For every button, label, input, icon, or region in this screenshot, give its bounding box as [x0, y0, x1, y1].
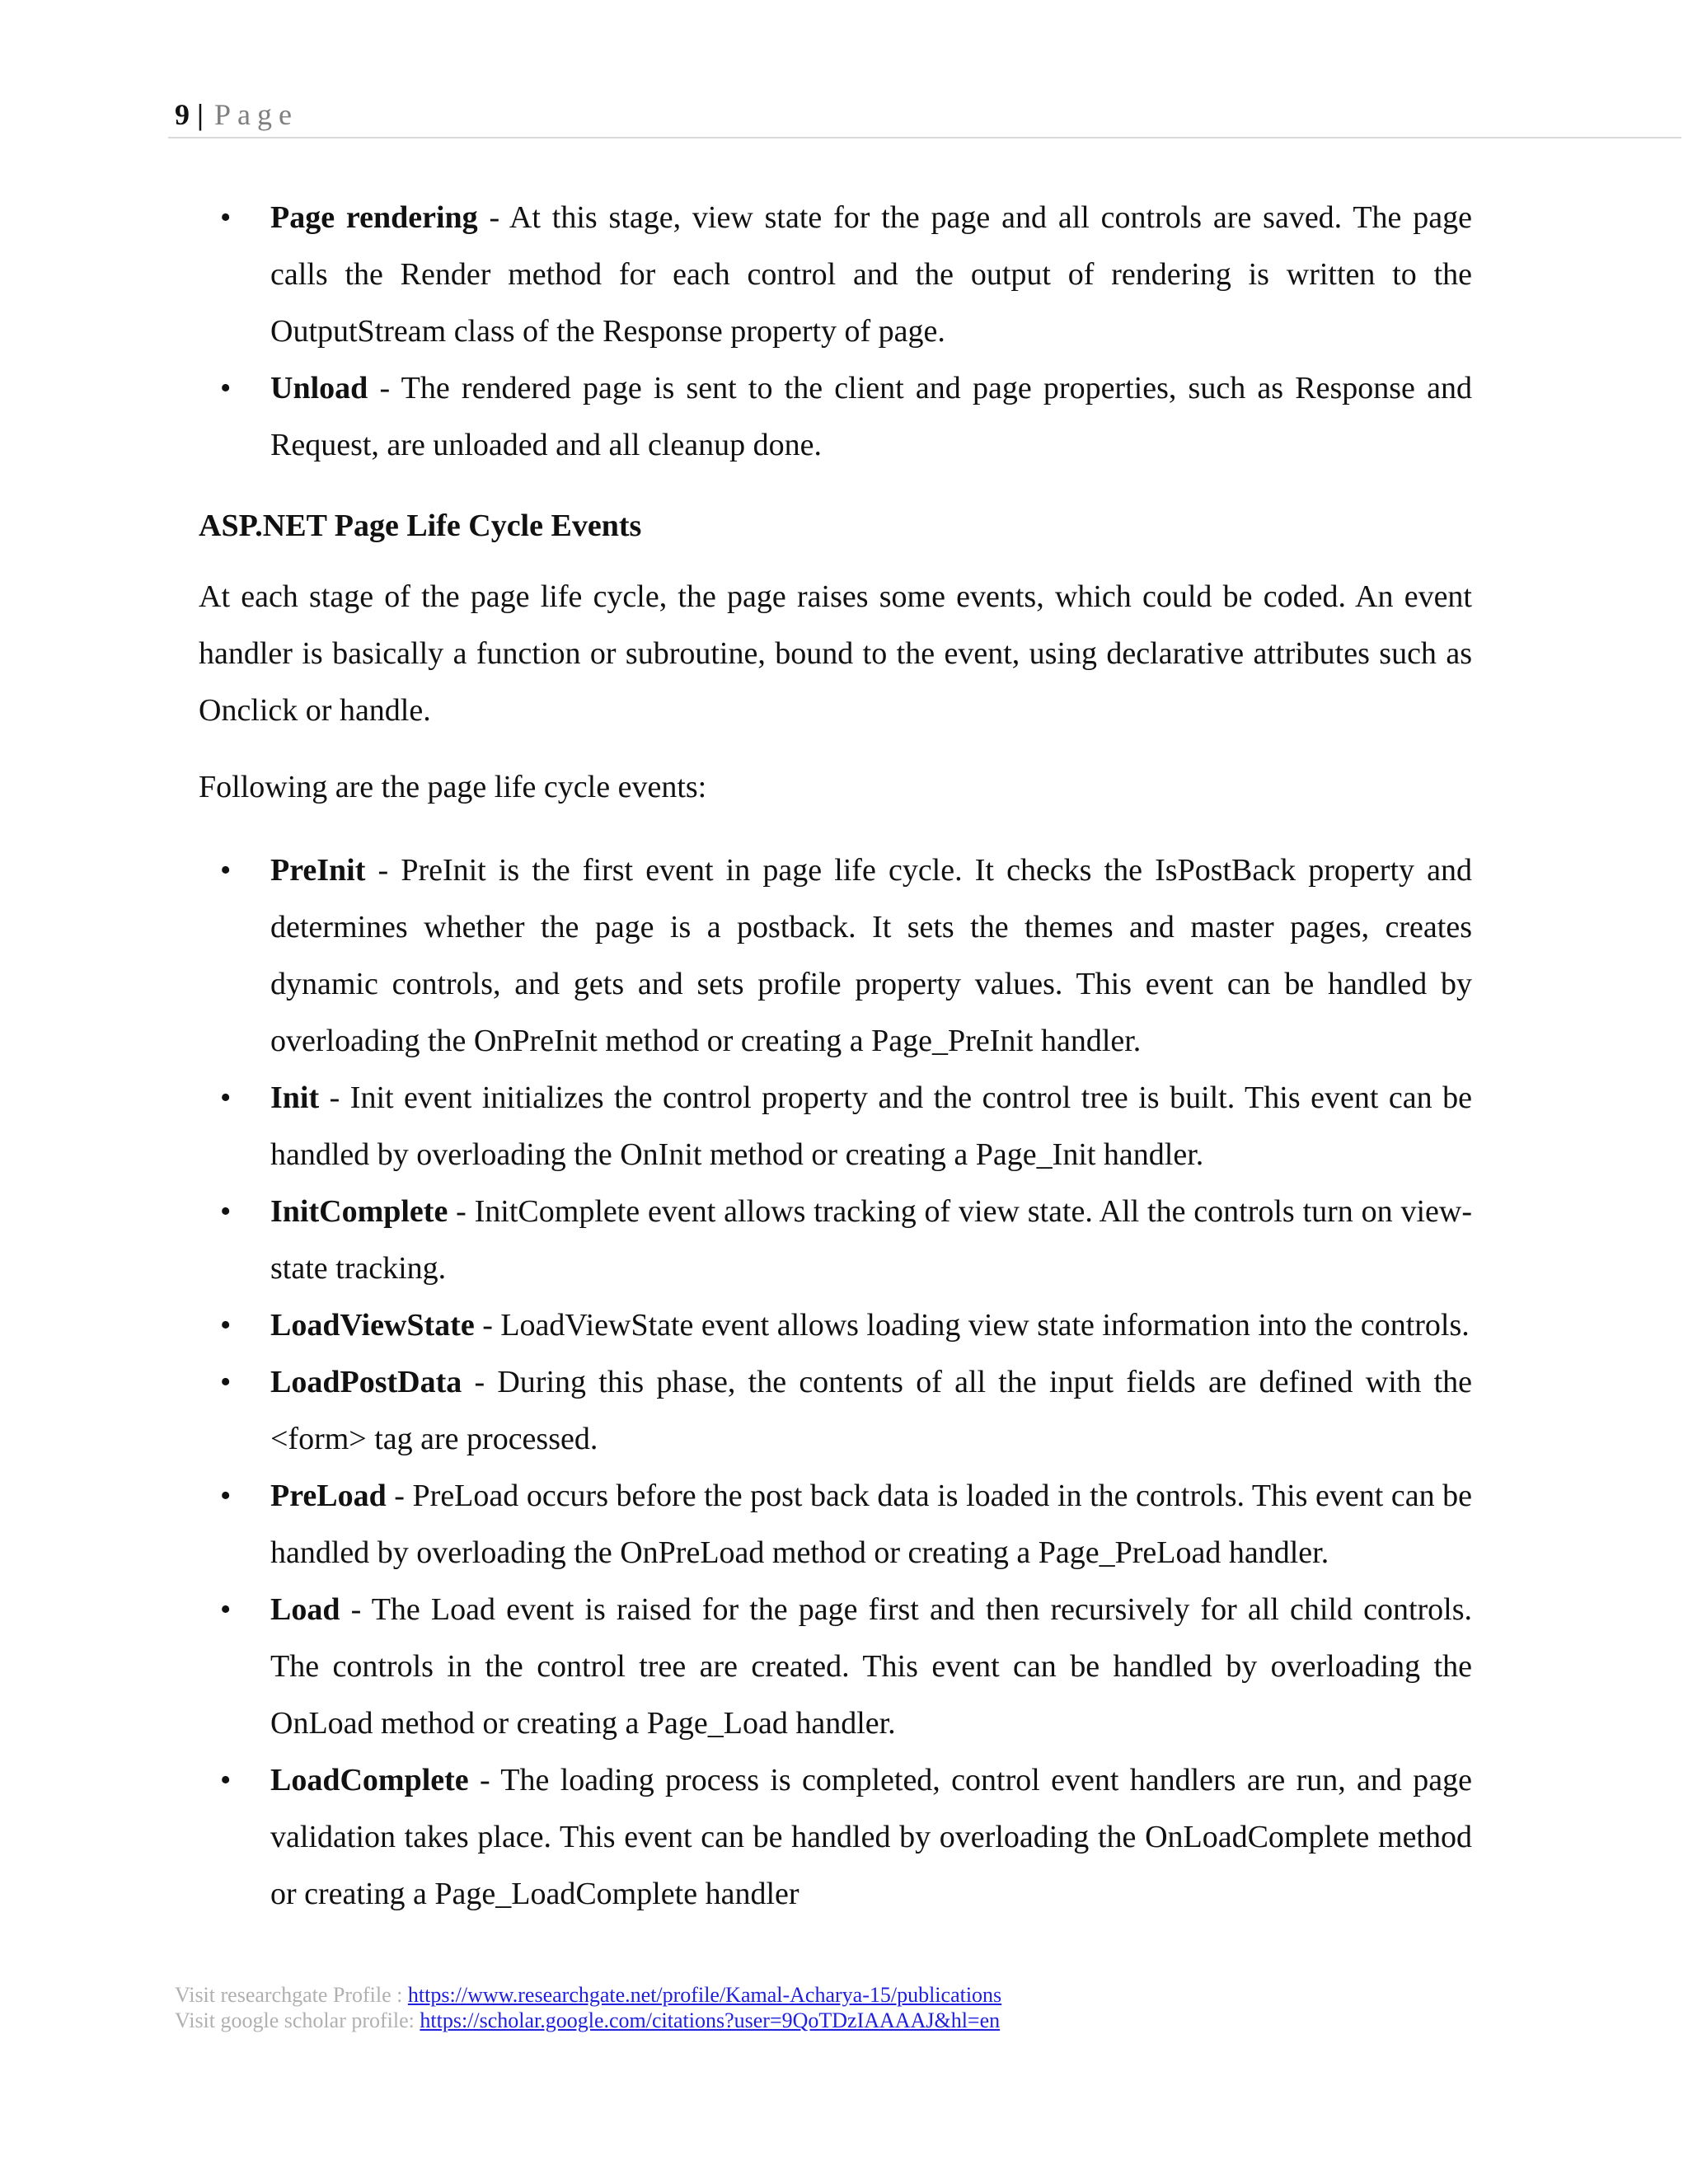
list-item [199, 1070, 1472, 1183]
item-term: LoadViewState [270, 1308, 475, 1343]
page-word: Page [213, 98, 298, 131]
item-term: LoadComplete [270, 1763, 469, 1797]
item-text: - The Load event is raised for the page first and then recursively for all child controls. The controls in the control tree are created. This event can be handled by overloading the OnLoad method or creating a Page_Load handler. [270, 1592, 1472, 1741]
list-item [199, 1752, 1472, 1923]
item-term: PreLoad [270, 1479, 387, 1513]
footer-researchgate [175, 1982, 1001, 2008]
list-item [199, 1468, 1472, 1582]
bullet-icon: • [220, 1080, 232, 1115]
item-term: Load [270, 1592, 340, 1627]
events-list [199, 842, 1472, 1923]
bullet-icon: • [220, 371, 232, 405]
item-term: LoadPostData [270, 1365, 462, 1399]
item-term: Page rendering [270, 200, 478, 235]
item-term: Unload [270, 371, 368, 405]
footer-scholar [175, 2008, 1000, 2033]
list-item [199, 842, 1472, 1070]
item-text: - The rendered page is sent to the client and page properties, such as Response and Request, are unloaded and all cleanup done. [270, 371, 1472, 462]
item-text: - PreLoad occurs before the post back data is loaded in the controls. This event can be handled by overloading the OnPreLoad method or creating a Page_PreLoad handler. [270, 1479, 1472, 1570]
item-text: - PreInit is the first event in page life cycle. It checks the IsPostBack property and determines whether the page is a postback. It sets the themes and master pages, creates dynamic controls, and gets and sets profile property values. This event can be handled by overloading the OnPreInit method or creating a Page_PreInit handler. [270, 853, 1472, 1058]
page-header [175, 97, 298, 132]
bullet-icon: • [220, 200, 232, 235]
item-text: - LoadViewState event allows loading view state information into the controls. [474, 1308, 1470, 1343]
item-text: - At this stage, view state for the page and all controls are saved. The page calls the Render method for each control and the output of rendering is written to the OutputStream class of the Response property of page. [270, 200, 1472, 349]
section-heading: ASP.NET Page Life Cycle Events [199, 509, 642, 543]
item-text: - The loading process is completed, control event handlers are run, and page validation takes place. This event can be handled by overloading the OnLoadComplete method or creating a Page_LoadComplete handler [270, 1763, 1472, 1911]
intro-paragraph: At each stage of the page life cycle, the page raises some events, which could be coded. An event handler is basically a function or subroutine, bound to the event, using declarative attributes such as Onclick or handle. [199, 579, 1472, 728]
page-number: 9 [175, 98, 190, 131]
bullet-icon: • [220, 1365, 232, 1399]
list-item [199, 190, 1472, 360]
scholar-label: Visit google scholar profile: [175, 2008, 420, 2032]
bullet-icon: • [220, 1308, 232, 1343]
stages-list [199, 190, 1472, 474]
page-separator: | [197, 98, 204, 131]
header-divider [168, 137, 1681, 138]
list-item [199, 1354, 1472, 1468]
item-term: PreInit [270, 853, 366, 888]
bullet-icon: • [220, 1763, 232, 1797]
researchgate-label: Visit researchgate Profile : [175, 1983, 408, 2007]
bullet-icon: • [220, 1592, 232, 1627]
item-text: - During this phase, the contents of all the input fields are defined with the <form> tag are processed. [270, 1365, 1472, 1456]
researchgate-link[interactable]: https://www.researchgate.net/profile/Kamal-Acharya-15/publications [407, 1983, 1002, 2007]
following-paragraph: Following are the page life cycle events: [199, 770, 707, 804]
item-text: - InitComplete event allows tracking of view state. All the controls turn on view-state tracking. [270, 1194, 1472, 1286]
item-term: Init [270, 1080, 320, 1115]
bullet-icon: • [220, 853, 232, 888]
list-item [199, 1582, 1472, 1752]
item-term: InitComplete [270, 1194, 448, 1229]
list-item [199, 360, 1472, 474]
list-item [199, 1297, 1472, 1354]
list-item [199, 1183, 1472, 1297]
scholar-link[interactable]: https://scholar.google.com/citations?user=9QoTDzIAAAAJ&hl=en [420, 2008, 1001, 2032]
bullet-icon: • [220, 1479, 232, 1513]
item-text: - Init event initializes the control property and the control tree is built. This event can be handled by overloading the OnInit method or creating a Page_Init handler. [270, 1080, 1472, 1172]
bullet-icon: • [220, 1194, 232, 1229]
